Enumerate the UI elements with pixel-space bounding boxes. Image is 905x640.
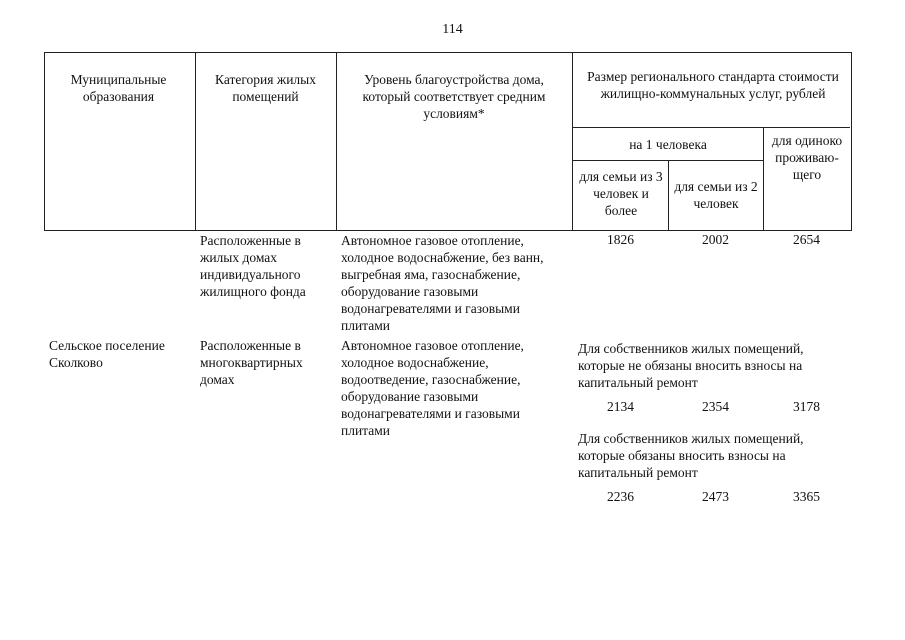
header-divider xyxy=(763,127,764,230)
header-municipality: Муниципальные образования xyxy=(70,72,167,104)
row-1-value-family-3: 1826 xyxy=(607,232,634,247)
row-2-note-b: Для собственников жилых помещений, которые обязаны вносить взносы на капитальный ремонт xyxy=(578,431,804,480)
row-2-note-a: Для собственников жилых помещений, которые не обязаны вносить взносы на капитальный ремонт xyxy=(578,341,804,390)
row-2-a-value-family-2: 2354 xyxy=(702,399,729,414)
header-divider xyxy=(572,52,573,230)
header-divider xyxy=(195,52,196,230)
header-single: для одиноко проживаю-щего xyxy=(771,133,843,182)
row-2-a-value-family-3: 2134 xyxy=(607,399,634,414)
row-2-b-value-single: 3365 xyxy=(793,489,820,504)
header-divider xyxy=(572,160,763,161)
row-2-a-value-single: 3178 xyxy=(793,399,820,414)
row-2-category: Расположенные в многоквартирных домах xyxy=(200,338,303,387)
row-2-level: Автономное газовое отопление, холодное водоснабжение, водоотведение, газоснабжение, оборудование газовыми водонагревателями и газовыми плитами xyxy=(341,338,524,438)
header-standard: Размер регионального стандарта стоимости жилищно-коммунальных услуг, рублей xyxy=(587,69,839,101)
row-2-b-value-family-3: 2236 xyxy=(607,489,634,504)
header-divider xyxy=(572,127,850,128)
row-1-level: Автономное газовое отопление, холодное водоснабжение, без ванн, выгребная яма, газоснабжение, оборудование газовыми водонагревателями и газовыми плитами xyxy=(341,233,544,333)
header-family-2: для семьи из 2 человек xyxy=(674,179,758,211)
row-1-value-single: 2654 xyxy=(793,232,820,247)
row-2-municipality: Сельское поселение Сколково xyxy=(49,338,165,370)
header-per-person: на 1 человека xyxy=(629,137,707,152)
row-1-category: Расположенные в жилых домах индивидуального жилищного фонда xyxy=(200,233,306,299)
page-number: 114 xyxy=(442,22,463,37)
row-2-b-value-family-2: 2473 xyxy=(702,489,729,504)
row-1-value-family-2: 2002 xyxy=(702,232,729,247)
header-level: Уровень благоустройства дома, который соответствует средним условиям* xyxy=(362,72,546,121)
header-category: Категория жилых помещений xyxy=(215,72,316,104)
header-family-3: для семьи из 3 человек и более xyxy=(579,169,663,218)
header-divider xyxy=(336,52,337,230)
header-divider xyxy=(668,160,669,230)
